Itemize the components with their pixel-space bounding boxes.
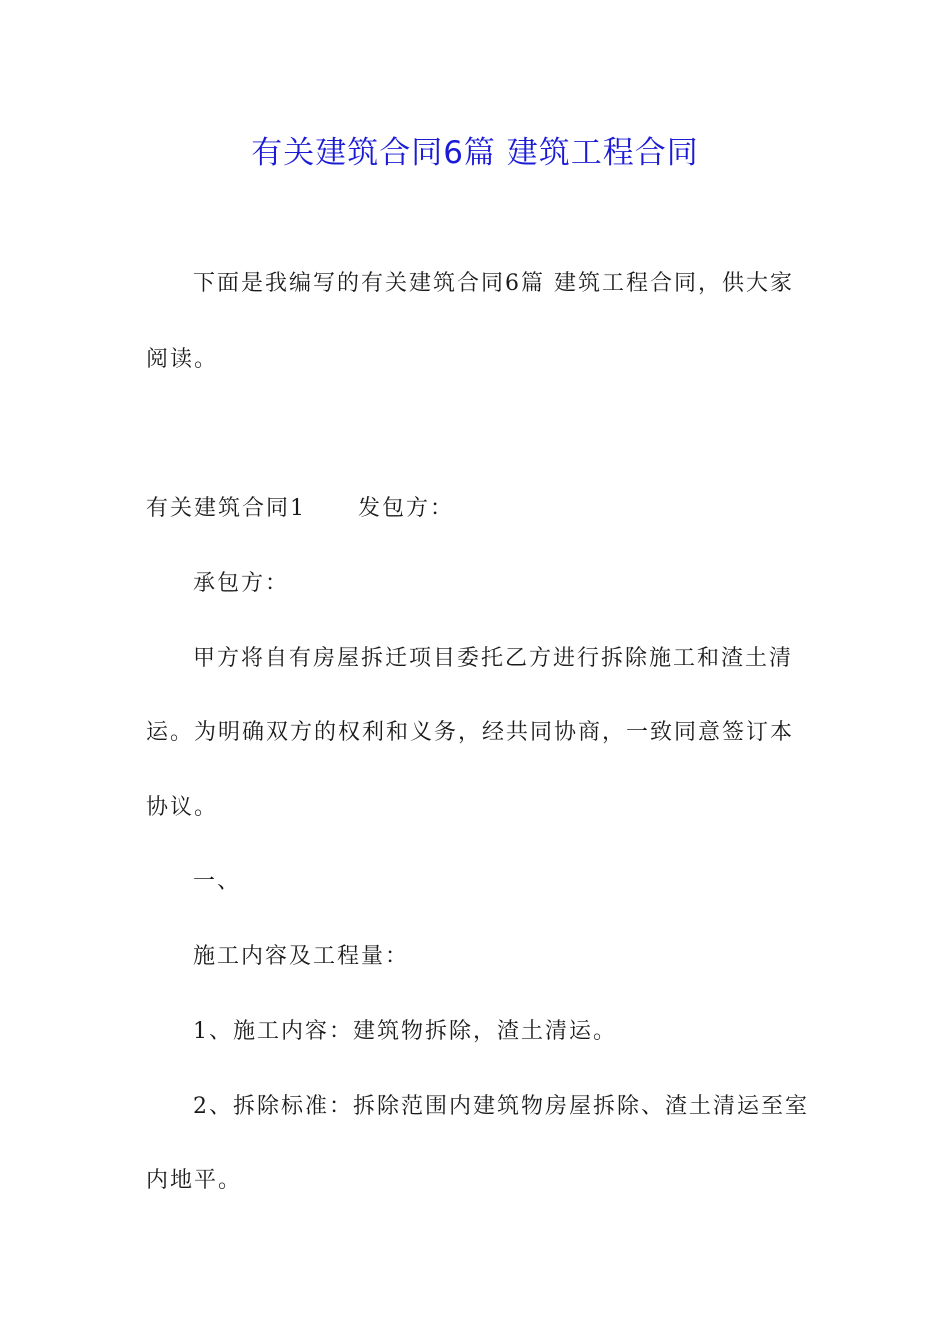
- section-number: 一、: [193, 869, 242, 894]
- paragraph-line-1: 甲方将自有房屋拆迁项目委托乙方进行拆除施工和渣土清: [193, 646, 794, 671]
- paragraph-line-3: 协议。: [146, 795, 219, 820]
- item-1: 1、施工内容：建筑物拆除，渣土清运。: [193, 1019, 617, 1044]
- item-2-line-1: 2、拆除标准：拆除范围内建筑物房屋拆除、渣土清运至室: [193, 1094, 809, 1119]
- item-2-line-2: 内地平。: [146, 1168, 243, 1193]
- contractor-label: 承包方：: [193, 571, 290, 596]
- contract-heading: 有关建筑合同1: [146, 496, 306, 521]
- contract-heading-row: [146, 489, 816, 529]
- intro-line-1: 下面是我编写的有关建筑合同6篇 建筑工程合同，供大家: [193, 271, 794, 296]
- employer-label: 发包方：: [358, 496, 455, 521]
- document-title: 有关建筑合同6篇 建筑工程合同: [251, 135, 699, 171]
- intro-line-2: 阅读。: [146, 347, 219, 372]
- paragraph-line-2: 运。为明确双方的权利和义务，经共同协商，一致同意签订本: [146, 720, 795, 745]
- section-heading: 施工内容及工程量：: [193, 944, 410, 969]
